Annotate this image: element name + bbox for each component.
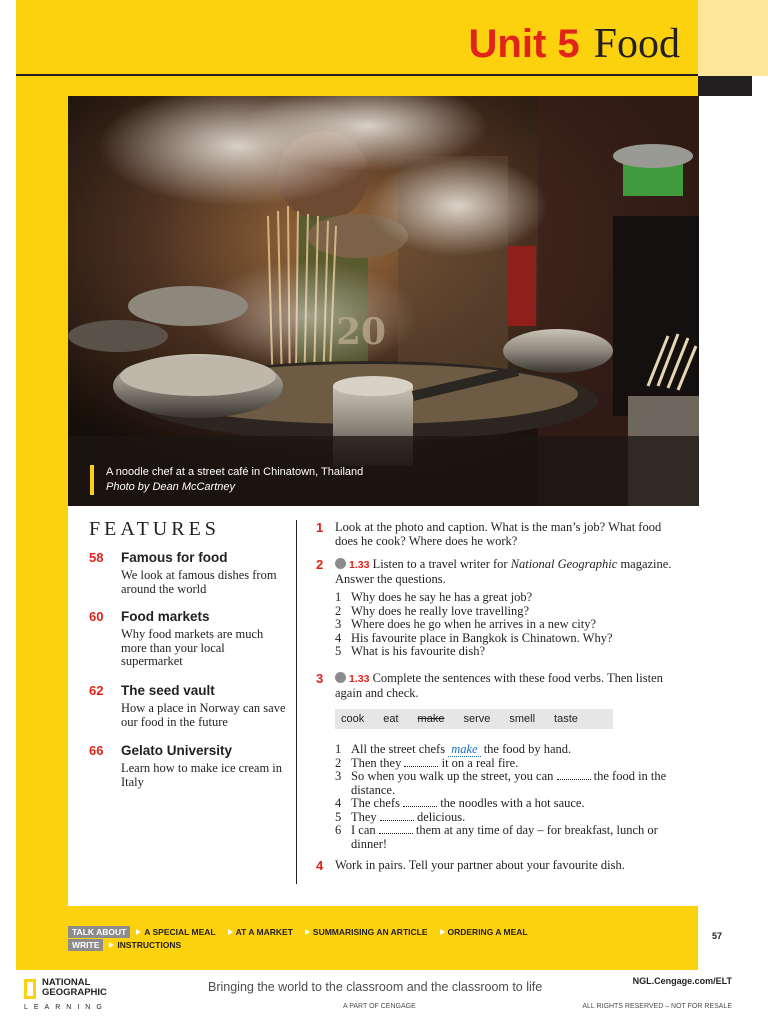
question-list — [335, 591, 676, 659]
feature-description: How a place in Norway can save our food in the future — [121, 701, 286, 729]
talk-about-label: TALK ABOUT — [68, 926, 130, 938]
exercise-number: 4 — [316, 858, 324, 873]
pan-number: 20 — [336, 311, 387, 353]
feature-title: The seed vault — [121, 683, 215, 698]
arrow-icon — [228, 929, 233, 935]
skill-link[interactable]: AT A MARKET — [228, 927, 293, 937]
talk-about-bar — [68, 926, 699, 938]
word-box — [335, 709, 613, 729]
magazine-name: National Geographic — [510, 557, 618, 571]
question-item: 5 What is his favourite dish? — [335, 644, 485, 658]
exercise-number: 3 — [316, 671, 324, 686]
feature-item[interactable] — [89, 550, 289, 596]
question-item: 3 Where does he go when he arrives in a new city? — [335, 617, 597, 631]
skill-link[interactable]: A SPECIAL MEAL — [136, 927, 215, 937]
exercise-number: 2 — [316, 557, 324, 572]
feature-description: Learn how to make ice cream in Italy — [121, 761, 283, 789]
feature-item[interactable] — [89, 743, 289, 789]
page-number: 57 — [707, 926, 727, 946]
audio-cd-icon[interactable] — [335, 558, 346, 569]
skill-link[interactable]: SUMMARISING AN ARTICLE — [305, 927, 428, 937]
feature-title: Famous for food — [121, 550, 228, 565]
answer-gap[interactable] — [379, 824, 413, 834]
feature-item[interactable] — [89, 683, 289, 729]
exercise-3 — [316, 672, 676, 700]
answer-gap[interactable] — [403, 797, 437, 807]
skill-link[interactable]: INSTRUCTIONS — [109, 940, 181, 950]
arrow-icon — [109, 942, 114, 948]
margin-tab — [698, 76, 752, 96]
word-option: eat — [383, 713, 399, 725]
word-option: taste — [554, 713, 578, 725]
feature-item[interactable] — [89, 609, 289, 669]
word-option: cook — [341, 713, 365, 725]
feature-page: 60 — [89, 609, 104, 624]
cover-photo — [68, 96, 699, 506]
footer-part-of: A PART OF CENGAGE — [343, 1003, 416, 1010]
sentence-item: 2 Then they it on a real fire. — [335, 755, 519, 770]
question-item: 2 Why does he really love travelling? — [335, 603, 530, 618]
exercise-number: 1 — [316, 520, 324, 535]
exercise-instruction: Look at the photo and caption. What is the man’s job? What food does he cook? Where does he work? — [335, 520, 662, 548]
word-option: smell — [509, 713, 536, 725]
sentence-item: 4 The chefs the noodles with a hot sauce. — [335, 796, 585, 810]
footer-rights: ALL RIGHTS RESERVED – NOT FOR RESALE — [582, 1003, 732, 1010]
yellow-border-icon — [24, 979, 36, 999]
answer-gap[interactable] — [557, 770, 591, 780]
word-option: serve — [463, 713, 491, 725]
exercise-3-sentences — [316, 738, 676, 851]
features-heading: FEATURES — [89, 518, 220, 540]
skill-link[interactable]: ORDERING A MEAL — [440, 927, 528, 937]
audio-track[interactable]: 1.33 — [349, 673, 370, 685]
feature-title: Gelato University — [121, 743, 233, 758]
audio-track[interactable]: 1.33 — [349, 559, 370, 571]
caption-text: A noodle chef at a street café in Chinatown, Thailand — [106, 466, 364, 478]
question-item: 4 His favourite place in Bangkok is Chinatown. Why? — [335, 630, 613, 645]
margin-strip — [698, 0, 768, 76]
unit-number: Unit 5 — [468, 22, 580, 66]
feature-description: We look at famous dishes from around the world — [121, 568, 277, 596]
sentence-list — [335, 743, 676, 851]
arrow-icon — [305, 929, 310, 935]
footer-url[interactable]: NGL.Cengage.com/ELT — [632, 976, 732, 986]
feature-description: Why food markets are much more than your local supermarket — [121, 627, 264, 668]
answer-field[interactable]: make — [448, 742, 480, 757]
feature-page: 66 — [89, 743, 104, 758]
write-bar — [68, 939, 699, 951]
exercise-instruction: 1.33 Complete the sentences with these food verbs. Then listen again and check. — [335, 671, 663, 700]
noodle-chef-illustration — [68, 96, 699, 506]
exercise-instruction: Work in pairs. Tell your partner about your favourite dish. — [335, 858, 625, 872]
photo-caption — [90, 465, 363, 495]
sentence-item: 6 I can them at any time of day – for breakfast, lunch or dinner! — [335, 823, 658, 851]
feature-title: Food markets — [121, 609, 210, 624]
answer-gap[interactable] — [404, 757, 438, 767]
exercise-2 — [316, 558, 676, 659]
exercise-1 — [316, 521, 676, 548]
caption-credit: Photo by Dean McCartney — [106, 481, 236, 493]
feature-page: 58 — [89, 550, 104, 565]
footer-tagline: Bringing the world to the classroom and the classroom to life — [208, 980, 543, 994]
write-label: WRITE — [68, 939, 103, 951]
audio-cd-icon[interactable] — [335, 672, 346, 683]
exercise-4 — [316, 859, 676, 873]
column-divider — [296, 520, 297, 884]
feature-page: 62 — [89, 683, 104, 698]
arrow-icon — [136, 929, 141, 935]
answer-gap[interactable] — [380, 811, 414, 821]
question-item: 1 Why does he say he has a great job? — [335, 590, 533, 604]
header-rule — [16, 74, 698, 76]
arrow-icon — [440, 929, 445, 935]
unit-topic: Food — [593, 21, 680, 67]
page-title — [469, 20, 680, 70]
sentence-item: 5 They delicious. — [335, 809, 466, 824]
exercise-instruction: 1.33 Listen to a travel writer for National Geographic magazine. Answer the questions. — [335, 557, 672, 586]
nat-geo-logo: NATIONAL GEOGRAPHIC LEARNING — [24, 977, 108, 1011]
sentence-item: 1 All the street chefs make the food by hand. — [335, 742, 572, 756]
word-option-used: make — [417, 713, 445, 725]
sentence-item: 3 So when you walk up the street, you can the food in the distance. — [335, 769, 667, 797]
